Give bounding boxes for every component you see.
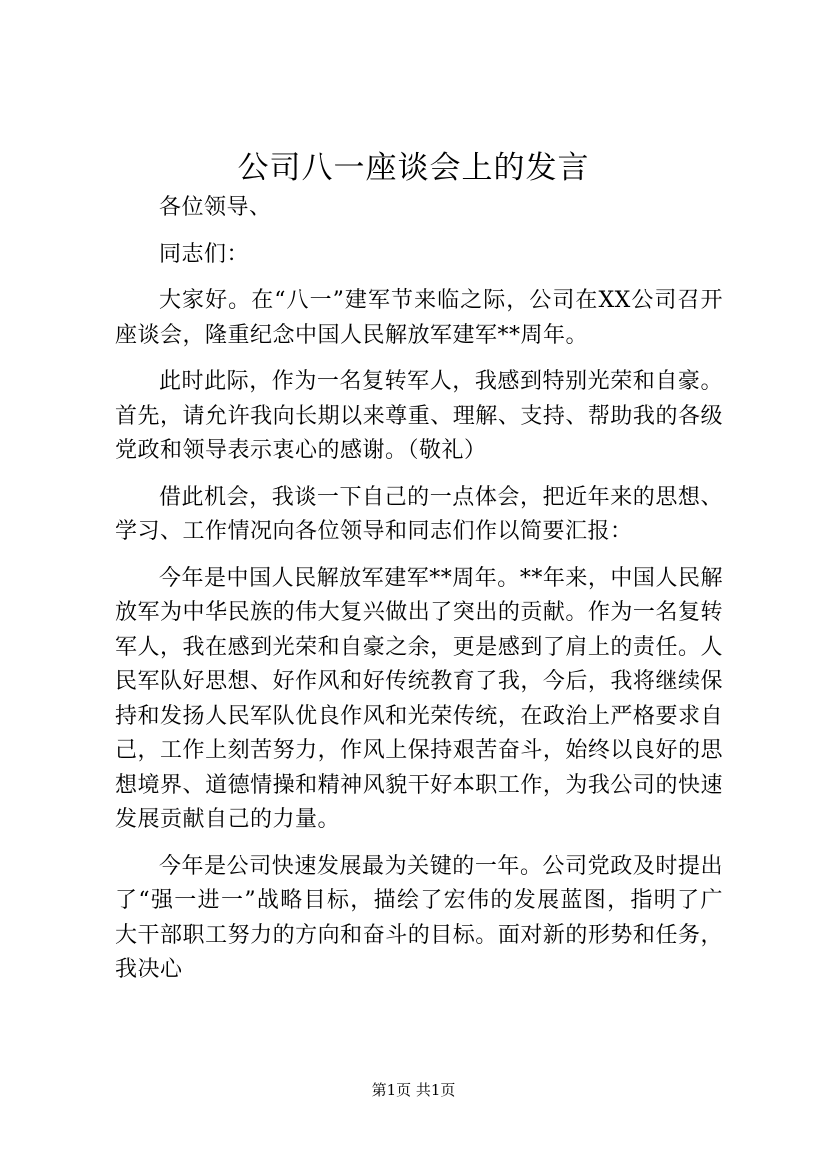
document-title: 公司八一座谈会上的发言 (237, 150, 590, 186)
paragraph-anniversary: 今年是中国人民解放军建军**周年。**年来，中国人民解放军为中华民族的伟大复兴做出了突出的贡献。作为一名复转军人，我在感到光荣和自豪之余，更是感到了肩上的责任。人民军队好思想、好作风和好传统教育了我，今后，我将继续保持和发扬人民军队优良作风和光荣传统，在政治上严格要求自己，工作上刻苦努力，作风上保持艰苦奋斗，始终以良好的思想境界、道德情操和精神风貌干好本职工作，为我公司的快速发展贡献自己的力量。 (115, 565, 723, 832)
paragraph-gratitude: 此时此际，作为一名复转军人，我感到特别光荣和自豪。首先，请允许我向长期以来尊重、理解、支持、帮助我的各级党政和领导表示衷心的感谢。（敬礼） (115, 369, 723, 463)
document-body (115, 191, 723, 988)
page-number: 第1页 共1页 (371, 1081, 456, 1099)
paragraph-report-intro: 借此机会，我谈一下自己的一点体会，把近年来的思想、学习、工作情况向各位领导和同志们作以简要汇报： (115, 484, 723, 544)
salutation-comrades: 同志们： (159, 241, 250, 267)
salutation-leaders: 各位领导、 (159, 195, 272, 220)
paragraph-company-goal: 今年是公司快速发展最为关键的一年。公司党政及时提出了“强一进一”战略目标，描绘了宏伟的发展蓝图，指明了广大干部职工努力的方向和奋斗的目标。面对新的形势和任务，我决心 (115, 853, 723, 982)
paragraph-greeting: 大家好。在“八一”建军节来临之际，公司在XX公司召开座谈会，隆重纪念中国人民解放军建军**周年。 (115, 288, 723, 348)
